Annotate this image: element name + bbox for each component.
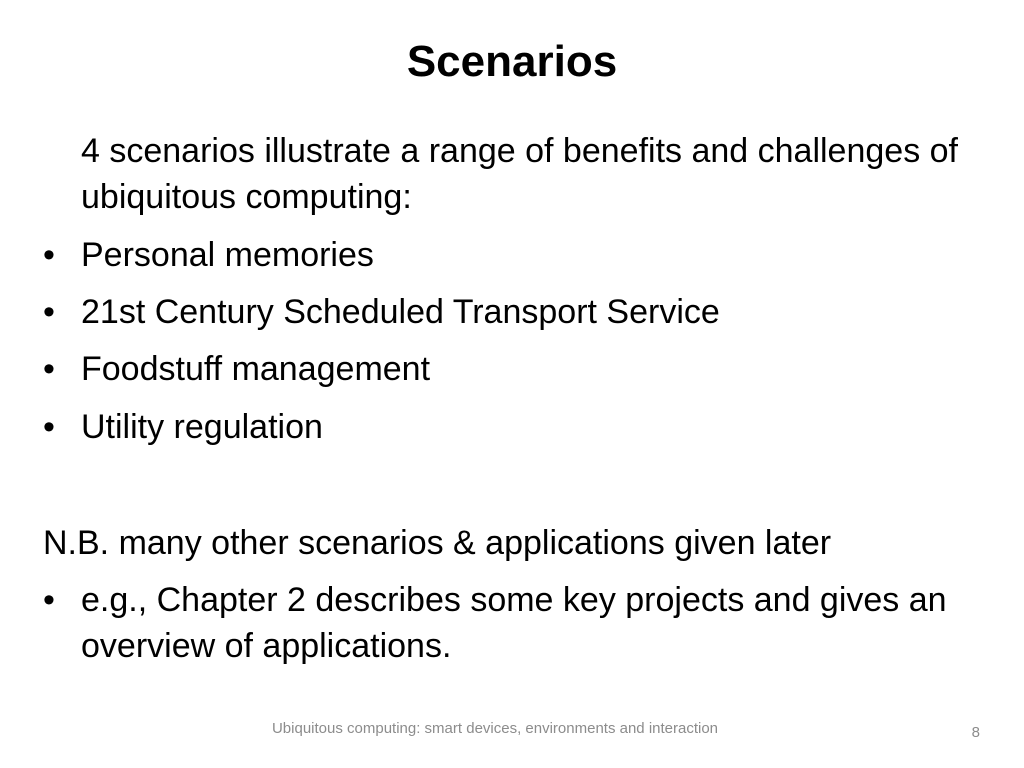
slide-title: Scenarios (406, 37, 618, 86)
page-number: 8 (971, 724, 980, 741)
bullet-item (43, 232, 983, 278)
sub-bullet-text: e.g., Chapter 2 describes some key projects and gives an overview of applications. (81, 581, 947, 665)
bullet-icon: • (43, 581, 55, 619)
bullet-text: Utility regulation (81, 408, 323, 446)
bullet-item (43, 346, 983, 392)
bullet-text: Foodstuff management (81, 350, 431, 388)
bullet-icon: • (43, 236, 55, 274)
intro-text: 4 scenarios illustrate a range of benefits and challenges of ubiquitous computing: (81, 132, 958, 216)
bullet-icon: • (43, 408, 55, 446)
bullet-text: Personal memories (81, 236, 374, 274)
bullet-item (43, 289, 983, 335)
bullet-item (43, 404, 983, 450)
bullet-icon: • (43, 293, 55, 331)
bullet-icon: • (43, 350, 55, 388)
bullet-text: 21st Century Scheduled Transport Service (81, 293, 720, 331)
sub-bullet-item (43, 577, 983, 669)
slide-footer: Ubiquitous computing: smart devices, environments and interaction (271, 720, 719, 737)
note-text: N.B. many other scenarios & applications given later (43, 524, 832, 562)
